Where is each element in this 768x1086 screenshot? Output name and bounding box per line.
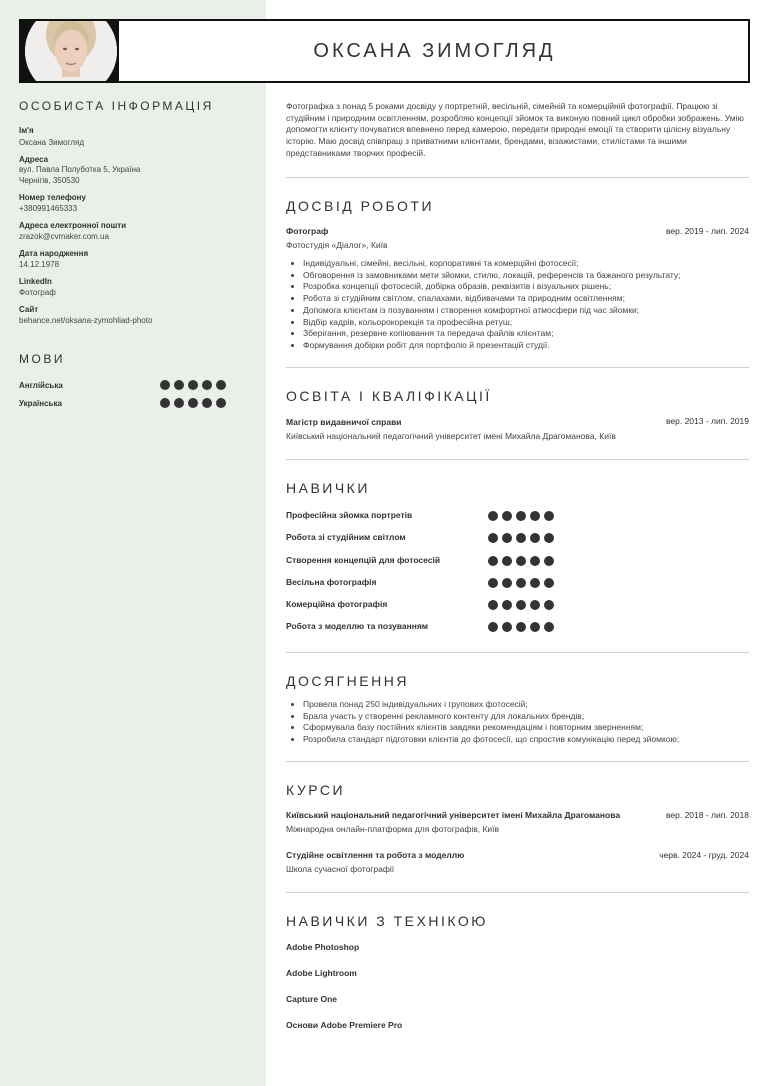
list-item: • Допомога клієнтам із позуванням і створення комфортної атмосфери під час зйомки; (303, 305, 766, 317)
level-dot (502, 556, 512, 566)
personal-field-label: Дата народження (19, 249, 89, 258)
personal-field-label: Адреса електронної пошти (19, 221, 127, 230)
level-dot (544, 533, 554, 543)
course-date: черв. 2024 - груд. 2024 (659, 850, 749, 860)
linkedin-link[interactable]: Фотограф (19, 288, 56, 297)
divider (286, 761, 749, 762)
level-dot (202, 398, 212, 408)
list-item: • Зберігання, резервне копіювання та передача файлів клієнтам; (303, 328, 766, 340)
level-dot (216, 380, 226, 390)
education-date: вер. 2013 - лип. 2019 (665, 416, 749, 426)
level-dot (488, 533, 498, 543)
list-item: • Робота зі студійним світлом, спалахами, відбивачами та природним освітленням; (303, 293, 766, 305)
level-dot (530, 600, 540, 610)
divider (286, 652, 749, 653)
list-item: • Індивідуальні, сімейні, весільні, корпоративні та комерційні фотосесії; (303, 258, 766, 270)
website-link[interactable]: behance.net/oksana-zymohliad-photo (19, 316, 153, 325)
level-dot (488, 578, 498, 588)
level-dot (502, 533, 512, 543)
tech-skill: Основи Adobe Premiere Pro (286, 1020, 403, 1030)
email-link[interactable]: zrazok@cvmaker.com.ua (19, 232, 109, 241)
course-provider: Школа сучасної фотографії (286, 864, 395, 874)
level-dot (530, 622, 540, 632)
course-title: Студійне освітлення та робота з моделлю (286, 850, 465, 860)
level-dot (516, 533, 526, 543)
tech-skill: Adobe Photoshop (286, 942, 360, 952)
course-date: вер. 2018 - лип. 2018 (665, 810, 749, 820)
level-dot (502, 622, 512, 632)
education-title: Магістр видавничої справи (286, 417, 402, 427)
personal-field-value: +380991465333 (19, 204, 78, 213)
personal-field-label: LinkedIn (19, 277, 52, 286)
skill-level (488, 511, 554, 521)
list-item: • Провела понад 250 індивідуальних і групових фотосесій; (303, 699, 766, 711)
level-dot (502, 600, 512, 610)
skill-name: Весільна фотографія (286, 577, 377, 587)
personal-field-label: Номер телефону (19, 193, 86, 202)
personal-field-value: 14.12.1978 (19, 260, 60, 269)
level-dot (174, 398, 184, 408)
list-item: • Сформувала базу постійних клієнтів завдяки рекомендаціям і повторним зверненням; (303, 722, 766, 734)
skill-name: Робота зі студійним світлом (286, 532, 406, 542)
level-dot (188, 398, 198, 408)
divider (286, 892, 749, 893)
skill-name: Робота з моделлю та позуванням (286, 621, 429, 631)
language-level (160, 380, 226, 390)
experience-heading: ДОСВІД РОБОТИ (286, 198, 435, 214)
level-dot (202, 380, 212, 390)
level-dot (516, 578, 526, 588)
achievements-heading: ДОСЯГНЕННЯ (286, 673, 409, 689)
skill-level (488, 600, 554, 610)
personal-field-label: Ім'я (19, 126, 34, 135)
level-dot (488, 556, 498, 566)
personal-field-label: Адреса (19, 155, 49, 164)
skill-name: Створення концепцій для фотосесій (286, 555, 441, 565)
personal-field-label: Сайт (19, 305, 39, 314)
languages-heading: МОВИ (19, 352, 65, 366)
language-level (160, 398, 226, 408)
level-dot (516, 511, 526, 521)
level-dot (502, 578, 512, 588)
tech-skill: Capture One (286, 994, 338, 1004)
skill-name: Комерційна фотографія (286, 599, 388, 609)
candidate-name: ОКСАНА ЗИМОГЛЯД (313, 40, 556, 62)
level-dot (488, 511, 498, 521)
job-title: Фотограф (286, 226, 329, 236)
divider (286, 367, 749, 368)
job-date: вер. 2019 - лип. 2024 (665, 226, 749, 236)
divider (286, 459, 749, 460)
list-item: • Формування добірки робіт для портфоліо й презентацій студії. (303, 340, 766, 352)
skill-level (488, 578, 554, 588)
skill-name: Професійна зйомка портретів (286, 510, 413, 520)
skill-level (488, 556, 554, 566)
level-dot (516, 600, 526, 610)
tech-skill: Adobe Lightroom (286, 968, 357, 978)
level-dot (544, 556, 554, 566)
courses-heading: КУРСИ (286, 782, 346, 798)
list-item: • Обговорення із замовниками мети зйомки, стилю, локацій, референсів та бажаного результату; (303, 270, 766, 282)
level-dot (530, 511, 540, 521)
list-item: • Розробка концепції фотосесій, добірка образів, реквізитів і візуальних рішень; (303, 281, 766, 293)
personal-info-heading: ОСОБИСТА ІНФОРМАЦІЯ (19, 99, 214, 113)
language-name: Англійська (19, 381, 63, 390)
profile-summary: Фотографка з понад 5 роками досвіду у портретній, весільній, сімейній та комерційній фотографії. Працюю зі студійним і природним освітленням, розробляю концепції зйомок та виконую повний цикл обробки зображень. Умію допомогти клієнту почуватися впевнено перед камерою, передати природні емоції та створити цілісну візуальну історію. Маю досвід співпраці з приватними клієнтами, брендами, візажистами, стилістами та іншими представниками творчих професій. (286, 101, 744, 158)
language-name: Українська (19, 399, 62, 408)
level-dot (544, 511, 554, 521)
avatar (25, 21, 117, 81)
education-institution: Київський національний педагогічний університет імені Михайла Драгоманова, Київ (286, 431, 616, 441)
personal-field-value: Оксана Зимогляд (19, 138, 85, 147)
level-dot (188, 380, 198, 390)
skill-level (488, 622, 554, 632)
list-item: • Відбір кадрів, кольорокорекція та професійна ретуш; (303, 317, 766, 329)
level-dot (160, 398, 170, 408)
level-dot (516, 622, 526, 632)
divider (286, 177, 749, 178)
experience-bullets (286, 258, 766, 352)
level-dot (174, 380, 184, 390)
tech-skills-heading: НАВИЧКИ З ТЕХНІКОЮ (286, 913, 488, 929)
level-dot (216, 398, 226, 408)
level-dot (530, 578, 540, 588)
level-dot (544, 622, 554, 632)
level-dot (488, 622, 498, 632)
avatar-frame (21, 21, 119, 81)
education-heading: ОСВІТА І КВАЛІФІКАЦІЇ (286, 388, 492, 404)
level-dot (544, 578, 554, 588)
level-dot (530, 533, 540, 543)
achievements-bullets (286, 699, 766, 746)
header (19, 19, 750, 83)
portrait-photo (25, 21, 117, 81)
level-dot (160, 380, 170, 390)
level-dot (530, 556, 540, 566)
list-item: • Розробила стандарт підготовки клієнтів до фотосесії, що спростив комунікацію перед зйомкою; (303, 734, 766, 746)
skills-heading: НАВИЧКИ (286, 480, 370, 496)
course-title: Київський національний педагогічний університет імені Михайла Драгоманова (286, 810, 621, 820)
level-dot (488, 600, 498, 610)
course-provider: Міжнародна онлайн-платформа для фотографів, Київ (286, 824, 500, 834)
job-organization: Фотостудія «Діалог», Київ (286, 240, 388, 250)
level-dot (502, 511, 512, 521)
personal-field-value: вул. Павла Полуботка 5, Україна Чернігів, 350530 (19, 165, 141, 185)
list-item: • Брала участь у створенні рекламного контенту для локальних брендів; (303, 711, 766, 723)
skill-level (488, 533, 554, 543)
level-dot (544, 600, 554, 610)
level-dot (516, 556, 526, 566)
